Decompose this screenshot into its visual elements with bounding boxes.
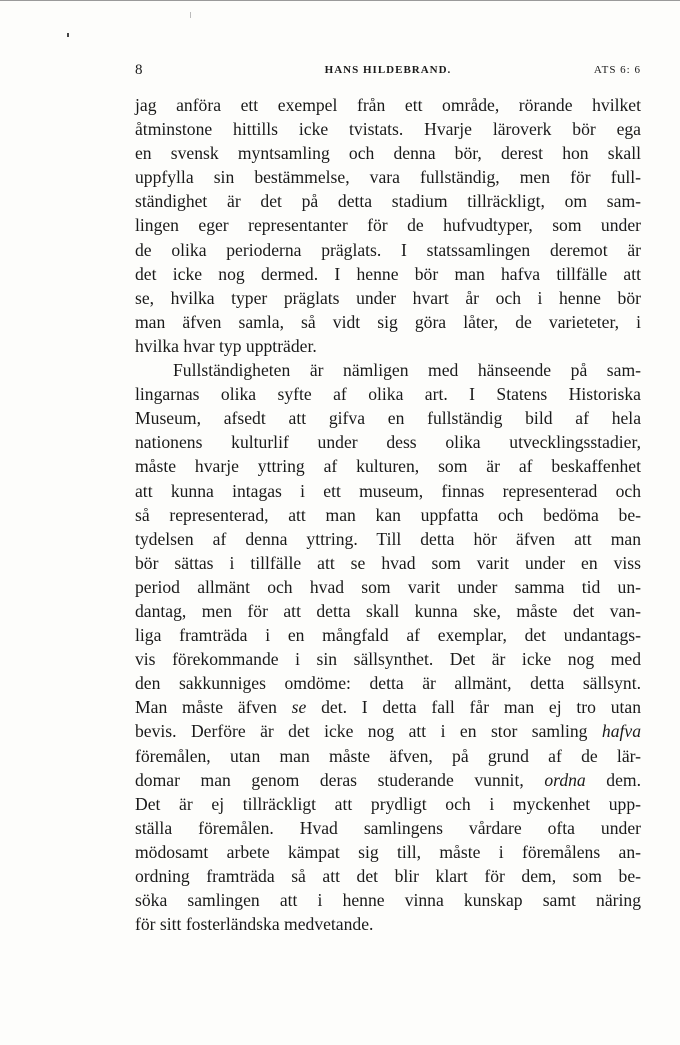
text-line: hvilka hvar typ uppträder.: [135, 335, 317, 356]
text-line: så representerad, att man kan uppfatta och bedöma be-: [135, 504, 641, 525]
text-line: bör sättas i tillfälle att se hvad som varit under en viss: [135, 552, 641, 573]
text-line: det icke nog dermed. I henne bör man hafva tillfälle att: [135, 263, 641, 284]
text-line: Museum, afsedt att gifva en fullständig bild af hela: [135, 408, 641, 429]
text-line: [135, 719, 641, 743]
text-line: måste hvarje yttring af kulturen, som är af beskaffenhet: [135, 456, 641, 477]
text-line: lingen eger representanter för de hufvudtyper, som under: [135, 215, 641, 236]
text-line: Det är ej tillräckligt att prydligt och i myckenhet upp-: [135, 793, 641, 814]
text-line: åtminstone hittills icke tvistats. Hvarje läroverk bör ega: [135, 119, 641, 140]
text-segment: det. I detta fall får man ej tro utan: [306, 697, 641, 718]
text-line: att kunna intagas i ett museum, finnas representerad och: [135, 480, 641, 501]
text-line: man äfven samla, så vidt sig göra låter, de varieteter, i: [135, 311, 641, 332]
paragraph-start-line: Fullständigheten är nämligen med hänseende på sam-: [173, 360, 641, 381]
page-header: [135, 62, 641, 80]
signature-mark: ATS 6: 6: [593, 64, 641, 76]
text-line: ställa föremålen. Hvad samlingens vårdare ofta under: [135, 817, 641, 838]
text-line: liga framträda i en mångfald af exemplar, det undantags-: [135, 625, 641, 646]
text-segment: bevis. Derföre är det icke nog att i en stor samling: [135, 721, 602, 742]
body-text: [135, 93, 641, 936]
text-line: ständighet är det på detta stadium tillräckligt, om sam-: [135, 191, 641, 212]
text-line: föremålen, utan man måste äfven, på grund af de lär-: [135, 745, 641, 766]
text-line: den sakkunniges omdöme: detta är allmänt, detta sällsynt.: [135, 673, 641, 694]
emphasis: hafva: [601, 721, 641, 742]
text-segment: Man måste äfven: [135, 697, 292, 718]
text-line: nationens kulturlif under dess olika utvecklingsstadier,: [135, 432, 641, 453]
text-line: lingarnas olika syfte af olika art. I Statens Historiska: [135, 384, 641, 405]
text-line: de olika perioderna präglats. I statssamlingen deremot är: [135, 239, 641, 260]
page-number: 8: [135, 62, 143, 78]
text-segment: dem.: [585, 769, 641, 790]
text-line: tydelsen af denna yttring. Till detta hör äfven att man: [135, 528, 641, 549]
text-line: dantag, men för att detta skall kunna ske, måste det van-: [135, 600, 641, 621]
text-line: vis förekommande i sin sällsynthet. Det är icke nog med: [135, 649, 641, 670]
text-line: en svensk myntsamling och denna bör, derest hon skall: [135, 143, 641, 164]
text-line: se, hvilka typer präglats under hvart år och i henne bör: [135, 287, 641, 308]
text-line: uppfylla sin bestämmelse, vara fullständig, men för full-: [135, 167, 641, 188]
scan-speck: [190, 12, 191, 18]
text-line: jag anföra ett exempel från ett område, rörande hvilket: [135, 95, 641, 115]
text-line: [135, 768, 641, 792]
margin-mark: [67, 33, 69, 37]
top-rule: [0, 0, 680, 1]
text-line: söka samlingen att i henne vinna kunskap samt näring: [135, 890, 641, 911]
emphasis: ordna: [544, 769, 586, 790]
text-line: för sitt fosterländska medvetande.: [135, 914, 374, 935]
emphasis: se: [291, 697, 307, 718]
text-line: [135, 695, 641, 719]
text-line: mödosamt arbete kämpat sig till, måste i föremålens an-: [135, 841, 641, 862]
running-title: HANS HILDEBRAND.: [324, 64, 452, 76]
text-line: ordning framträda så att det blir klart för dem, som be-: [135, 866, 641, 886]
text-line: period allmänt och hvad som varit under samma tid un-: [135, 576, 641, 597]
text-segment: domar man genom deras studerande vunnit,: [135, 769, 545, 790]
